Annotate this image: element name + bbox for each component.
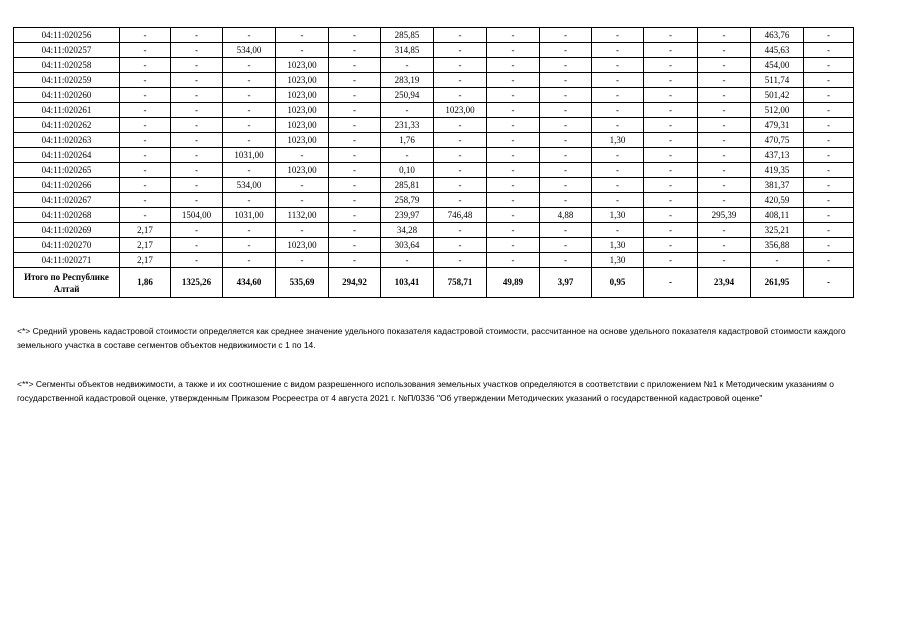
value-cell: - (120, 193, 171, 208)
value-cell: - (329, 193, 381, 208)
value-cell: 1,30 (592, 238, 644, 253)
total-label: Итого по Республике Алтай (14, 268, 120, 298)
value-cell: - (434, 118, 487, 133)
value-cell: - (644, 43, 698, 58)
table-row (14, 208, 854, 223)
value-cell: - (644, 253, 698, 268)
total-row (14, 268, 854, 298)
value-cell: 4,88 (540, 208, 592, 223)
value-cell: - (171, 178, 223, 193)
value-cell: - (698, 103, 751, 118)
value-cell: - (644, 223, 698, 238)
value-cell: - (329, 163, 381, 178)
value-cell: - (644, 193, 698, 208)
total-value-cell: 434,60 (223, 268, 276, 298)
value-cell: - (540, 178, 592, 193)
value-cell: 1023,00 (276, 238, 329, 253)
value-cell: - (804, 103, 854, 118)
value-cell: - (698, 178, 751, 193)
value-cell: 258,79 (381, 193, 434, 208)
value-cell: - (540, 133, 592, 148)
value-cell: - (644, 88, 698, 103)
value-cell: - (120, 133, 171, 148)
value-cell: 1031,00 (223, 148, 276, 163)
value-cell: - (434, 133, 487, 148)
value-cell: - (171, 103, 223, 118)
value-cell: - (171, 238, 223, 253)
total-value-cell: 23,94 (698, 268, 751, 298)
value-cell: - (434, 73, 487, 88)
value-cell: 1023,00 (434, 103, 487, 118)
value-cell: - (804, 58, 854, 73)
value-cell: - (276, 253, 329, 268)
value-cell: - (434, 163, 487, 178)
value-cell: - (487, 73, 540, 88)
table-row (14, 73, 854, 88)
total-value-cell: - (804, 268, 854, 298)
value-cell: - (487, 178, 540, 193)
value-cell: - (804, 193, 854, 208)
value-cell: - (276, 223, 329, 238)
value-cell: - (120, 88, 171, 103)
value-cell: - (329, 253, 381, 268)
value-cell: - (276, 28, 329, 43)
table-row (14, 238, 854, 253)
table-row (14, 223, 854, 238)
value-cell: - (223, 88, 276, 103)
value-cell: - (487, 163, 540, 178)
value-cell: - (434, 148, 487, 163)
value-cell: - (381, 253, 434, 268)
value-cell: 1023,00 (276, 163, 329, 178)
value-cell: - (592, 178, 644, 193)
value-cell: - (540, 43, 592, 58)
value-cell: - (434, 223, 487, 238)
value-cell: - (329, 73, 381, 88)
value-cell: - (698, 43, 751, 58)
cadastral-block-cell: 04:11:020270 (14, 238, 120, 253)
value-cell: 1023,00 (276, 118, 329, 133)
value-cell: - (644, 163, 698, 178)
cadastral-block-cell: 04:11:020261 (14, 103, 120, 118)
value-cell: - (644, 208, 698, 223)
cadastral-block-cell: 04:11:020265 (14, 163, 120, 178)
value-cell: - (540, 148, 592, 163)
total-value-cell: 535,69 (276, 268, 329, 298)
table-row (14, 103, 854, 118)
table-row (14, 193, 854, 208)
value-cell: - (487, 28, 540, 43)
value-cell: - (804, 163, 854, 178)
value-cell: - (487, 208, 540, 223)
value-cell: - (223, 103, 276, 118)
value-cell: - (698, 73, 751, 88)
value-cell: 381,37 (751, 178, 804, 193)
total-value-cell: 294,92 (329, 268, 381, 298)
value-cell: 420,59 (751, 193, 804, 208)
value-cell: - (171, 73, 223, 88)
value-cell: - (804, 253, 854, 268)
value-cell: 1,30 (592, 253, 644, 268)
value-cell: - (804, 43, 854, 58)
value-cell: - (381, 58, 434, 73)
value-cell: 2,17 (120, 253, 171, 268)
value-cell: 295,39 (698, 208, 751, 223)
value-cell: - (381, 103, 434, 118)
value-cell: - (592, 118, 644, 133)
value-cell: - (698, 133, 751, 148)
value-cell: - (644, 133, 698, 148)
value-cell: - (329, 58, 381, 73)
value-cell: 231,33 (381, 118, 434, 133)
value-cell: 512,00 (751, 103, 804, 118)
value-cell: - (120, 73, 171, 88)
value-cell: 314,85 (381, 43, 434, 58)
value-cell: - (698, 28, 751, 43)
value-cell: - (434, 28, 487, 43)
value-cell: - (698, 253, 751, 268)
value-cell: - (487, 118, 540, 133)
value-cell: - (540, 73, 592, 88)
value-cell: - (434, 178, 487, 193)
value-cell: 325,21 (751, 223, 804, 238)
value-cell: - (276, 193, 329, 208)
total-value-cell: 49,89 (487, 268, 540, 298)
value-cell: - (698, 163, 751, 178)
value-cell: - (120, 43, 171, 58)
value-cell: - (540, 28, 592, 43)
value-cell: - (434, 88, 487, 103)
total-value-cell: - (644, 268, 698, 298)
value-cell: - (381, 148, 434, 163)
value-cell: - (644, 178, 698, 193)
value-cell: - (804, 73, 854, 88)
value-cell: - (540, 103, 592, 118)
value-cell: - (804, 28, 854, 43)
value-cell: - (434, 43, 487, 58)
value-cell: - (223, 238, 276, 253)
value-cell: - (751, 253, 804, 268)
table-row (14, 118, 854, 133)
value-cell: - (171, 133, 223, 148)
value-cell: - (644, 103, 698, 118)
value-cell: - (698, 193, 751, 208)
value-cell: - (698, 223, 751, 238)
value-cell: 470,75 (751, 133, 804, 148)
value-cell: - (592, 58, 644, 73)
value-cell: 2,17 (120, 223, 171, 238)
footnote-segments: <**> Сегменты объектов недвижимости, а также и их соотношение с видом разрешенного использования земельных участков определяются в соответствии с приложением №1 к Методическим указаниям о государственной кадастровой оценке, утвержденным Приказом Росреестра от 4 августа 2021 г. №П/0336 "Об утверждении Методических указаний о государственной кадастровой оценке" (17, 379, 834, 403)
value-cell: - (329, 103, 381, 118)
total-value-cell: 1,86 (120, 268, 171, 298)
cadastral-block-cell: 04:11:020256 (14, 28, 120, 43)
value-cell: - (698, 238, 751, 253)
total-value-cell: 3,97 (540, 268, 592, 298)
cadastral-value-table (13, 27, 854, 298)
value-cell: - (120, 58, 171, 73)
value-cell: 1023,00 (276, 58, 329, 73)
value-cell: - (223, 118, 276, 133)
cadastral-block-cell: 04:11:020271 (14, 253, 120, 268)
value-cell: - (698, 118, 751, 133)
value-cell: - (120, 178, 171, 193)
value-cell: - (804, 178, 854, 193)
value-cell: - (644, 58, 698, 73)
value-cell: - (329, 238, 381, 253)
table-row (14, 58, 854, 73)
value-cell: - (592, 163, 644, 178)
value-cell: - (171, 58, 223, 73)
value-cell: - (223, 223, 276, 238)
value-cell: 534,00 (223, 178, 276, 193)
value-cell: - (120, 148, 171, 163)
value-cell: 1023,00 (276, 88, 329, 103)
value-cell: - (540, 253, 592, 268)
value-cell: - (329, 118, 381, 133)
value-cell: - (487, 238, 540, 253)
value-cell: - (698, 58, 751, 73)
value-cell: - (487, 103, 540, 118)
value-cell: - (223, 193, 276, 208)
value-cell: - (644, 73, 698, 88)
value-cell: - (592, 193, 644, 208)
value-cell: - (540, 58, 592, 73)
value-cell: 250,94 (381, 88, 434, 103)
value-cell: - (592, 148, 644, 163)
value-cell: - (487, 148, 540, 163)
table-row (14, 178, 854, 193)
value-cell: - (329, 133, 381, 148)
value-cell: - (223, 58, 276, 73)
value-cell: - (434, 193, 487, 208)
cadastral-block-cell: 04:11:020259 (14, 73, 120, 88)
value-cell: - (804, 238, 854, 253)
value-cell: 285,81 (381, 178, 434, 193)
value-cell: - (120, 28, 171, 43)
value-cell: - (804, 118, 854, 133)
value-cell: - (804, 208, 854, 223)
value-cell: - (592, 73, 644, 88)
value-cell: - (698, 88, 751, 103)
cadastral-block-cell: 04:11:020264 (14, 148, 120, 163)
value-cell: - (329, 178, 381, 193)
value-cell: - (171, 253, 223, 268)
value-cell: 239,97 (381, 208, 434, 223)
value-cell: 1,30 (592, 133, 644, 148)
cadastral-block-cell: 04:11:020266 (14, 178, 120, 193)
value-cell: - (487, 58, 540, 73)
value-cell: - (276, 43, 329, 58)
value-cell: - (223, 73, 276, 88)
value-cell: - (487, 133, 540, 148)
value-cell: - (804, 88, 854, 103)
value-cell: 511,74 (751, 73, 804, 88)
value-cell: 1,30 (592, 208, 644, 223)
value-cell: - (644, 28, 698, 43)
value-cell: - (171, 28, 223, 43)
value-cell: - (434, 238, 487, 253)
value-cell: - (223, 28, 276, 43)
value-cell: - (120, 163, 171, 178)
value-cell: - (276, 148, 329, 163)
value-cell: 34,28 (381, 223, 434, 238)
table-row (14, 163, 854, 178)
value-cell: 437,13 (751, 148, 804, 163)
value-cell: - (592, 223, 644, 238)
value-cell: - (487, 253, 540, 268)
value-cell: 445,63 (751, 43, 804, 58)
value-cell: 0,10 (381, 163, 434, 178)
total-value-cell: 1325,26 (171, 268, 223, 298)
cadastral-block-cell: 04:11:020263 (14, 133, 120, 148)
value-cell: - (434, 253, 487, 268)
cadastral-block-cell: 04:11:020260 (14, 88, 120, 103)
value-cell: - (329, 223, 381, 238)
value-cell: - (329, 148, 381, 163)
value-cell: 2,17 (120, 238, 171, 253)
cadastral-block-cell: 04:11:020262 (14, 118, 120, 133)
value-cell: - (329, 88, 381, 103)
value-cell: - (698, 148, 751, 163)
value-cell: 408,11 (751, 208, 804, 223)
value-cell: - (120, 103, 171, 118)
table-row (14, 28, 854, 43)
value-cell: - (171, 88, 223, 103)
value-cell: - (487, 223, 540, 238)
value-cell: - (171, 43, 223, 58)
value-cell: - (223, 163, 276, 178)
value-cell: - (276, 178, 329, 193)
value-cell: 1,76 (381, 133, 434, 148)
value-cell: 746,48 (434, 208, 487, 223)
total-value-cell: 758,71 (434, 268, 487, 298)
cadastral-block-cell: 04:11:020258 (14, 58, 120, 73)
value-cell: - (804, 133, 854, 148)
table-body (14, 28, 854, 298)
value-cell: - (540, 163, 592, 178)
value-cell: - (434, 58, 487, 73)
value-cell: - (644, 238, 698, 253)
value-cell: 1031,00 (223, 208, 276, 223)
value-cell: 479,31 (751, 118, 804, 133)
value-cell: 283,19 (381, 73, 434, 88)
value-cell: - (540, 223, 592, 238)
value-cell: - (804, 223, 854, 238)
value-cell: - (540, 118, 592, 133)
value-cell: - (171, 193, 223, 208)
value-cell: 303,64 (381, 238, 434, 253)
value-cell: 534,00 (223, 43, 276, 58)
total-value-cell: 103,41 (381, 268, 434, 298)
value-cell: - (329, 43, 381, 58)
value-cell: - (487, 43, 540, 58)
value-cell: 1504,00 (171, 208, 223, 223)
table-row (14, 253, 854, 268)
value-cell: - (592, 88, 644, 103)
table-row (14, 43, 854, 58)
value-cell: - (487, 193, 540, 208)
value-cell: 1023,00 (276, 133, 329, 148)
value-cell: - (171, 163, 223, 178)
value-cell: - (171, 223, 223, 238)
value-cell: - (223, 253, 276, 268)
value-cell: - (540, 88, 592, 103)
value-cell: - (120, 118, 171, 133)
table-row (14, 133, 854, 148)
value-cell: - (487, 88, 540, 103)
value-cell: - (540, 193, 592, 208)
value-cell: 356,88 (751, 238, 804, 253)
value-cell: - (592, 103, 644, 118)
value-cell: 419,35 (751, 163, 804, 178)
value-cell: 501,42 (751, 88, 804, 103)
footnote-average-level: <*> Средний уровень кадастровой стоимости определяется как среднее значение удельного показателя кадастровой стоимости, рассчитанное на основе удельного показателя кадастровой стоимости каждого земельного участка в составе сегментов объектов недвижимости с 1 по 14. (17, 326, 846, 350)
value-cell: - (644, 148, 698, 163)
cadastral-block-cell: 04:11:020257 (14, 43, 120, 58)
total-value-cell: 0,95 (592, 268, 644, 298)
value-cell: 1023,00 (276, 103, 329, 118)
value-cell: 1132,00 (276, 208, 329, 223)
value-cell: 1023,00 (276, 73, 329, 88)
table-row (14, 148, 854, 163)
value-cell: 454,00 (751, 58, 804, 73)
cadastral-block-cell: 04:11:020268 (14, 208, 120, 223)
cadastral-block-cell: 04:11:020267 (14, 193, 120, 208)
value-cell: - (592, 43, 644, 58)
value-cell: - (540, 238, 592, 253)
value-cell: - (329, 208, 381, 223)
table-row (14, 88, 854, 103)
cadastral-block-cell: 04:11:020269 (14, 223, 120, 238)
value-cell: - (223, 133, 276, 148)
value-cell: - (171, 148, 223, 163)
value-cell: - (804, 148, 854, 163)
value-cell: 463,76 (751, 28, 804, 43)
value-cell: 285,85 (381, 28, 434, 43)
value-cell: - (120, 208, 171, 223)
value-cell: - (171, 118, 223, 133)
value-cell: - (592, 28, 644, 43)
value-cell: - (329, 28, 381, 43)
value-cell: - (644, 118, 698, 133)
total-value-cell: 261,95 (751, 268, 804, 298)
